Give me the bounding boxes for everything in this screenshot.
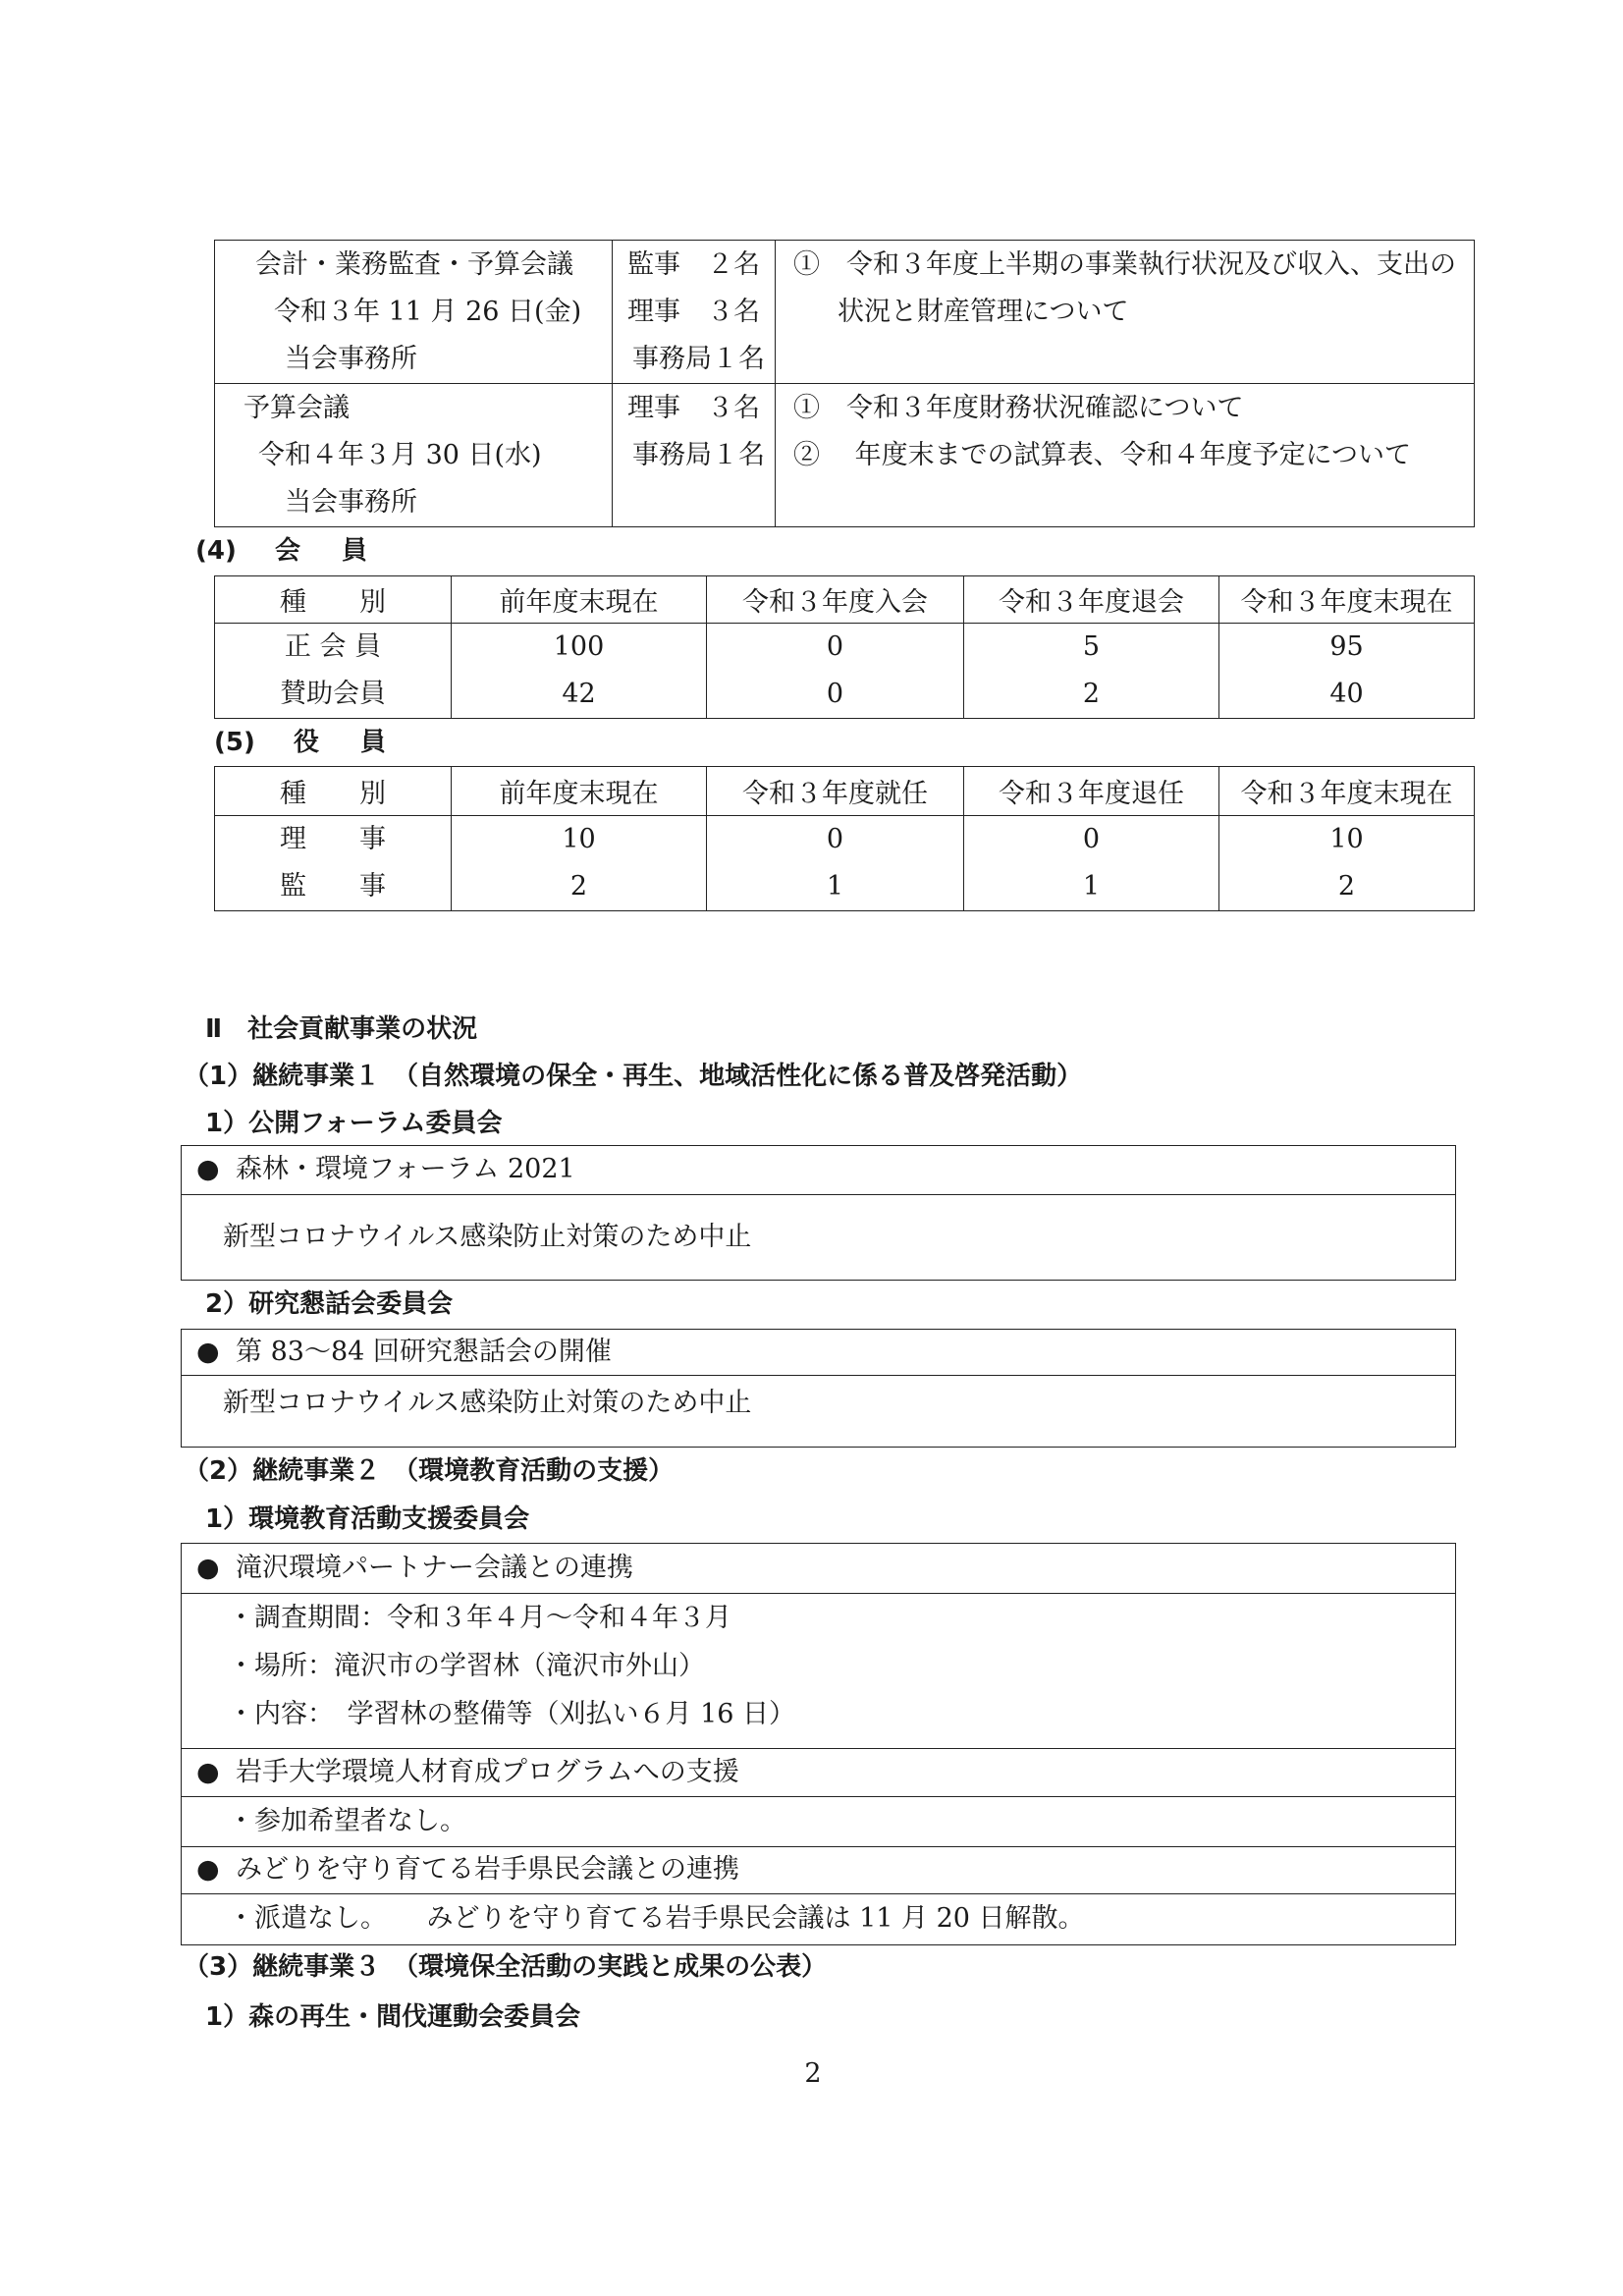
education-box bbox=[181, 1543, 1456, 1945]
officers-table bbox=[214, 766, 1475, 911]
table-cell: 1 bbox=[826, 871, 844, 902]
table-header-row bbox=[215, 576, 1475, 624]
table-cell: 0 bbox=[826, 679, 844, 709]
column-header: 種 別 bbox=[215, 576, 452, 624]
table-header-row bbox=[215, 767, 1475, 816]
officers-heading-title: 役 員 bbox=[294, 728, 395, 757]
meeting-place: 当会事務所 bbox=[285, 487, 417, 518]
joined-cell bbox=[707, 624, 964, 719]
agenda-item: 状況と財産管理について bbox=[838, 297, 1129, 327]
table-row bbox=[215, 624, 1475, 719]
box-item-title: みどりを守り育てる岩手県民会議との連携 bbox=[236, 1854, 739, 1885]
column-header: 令和３年度末現在 bbox=[1219, 576, 1475, 624]
bullet-icon: ● bbox=[196, 1757, 220, 1787]
members-heading-title: 会 員 bbox=[275, 536, 376, 566]
project-heading: （2）継続事業２ （環境教育活動の支援） bbox=[184, 1456, 675, 1486]
box-item-title-row bbox=[182, 1544, 1455, 1593]
table-cell: 42 bbox=[562, 679, 596, 709]
detail-line: ・派遣なし。 みどりを守り育てる岩手県民会議は 11 月 20 日解散。 bbox=[228, 1903, 1085, 1934]
category-cell bbox=[215, 624, 452, 719]
meeting-date: 令和３年 11 月 26 日(金) bbox=[274, 297, 582, 327]
forum-box bbox=[181, 1145, 1456, 1281]
detail-line: ・参加希望者なし。 bbox=[228, 1806, 466, 1836]
table-cell: 賛助会員 bbox=[280, 679, 386, 709]
committee-heading: 1）公開フォーラム委員会 bbox=[205, 1109, 503, 1138]
box-item-title-row bbox=[182, 1330, 1455, 1375]
box-item-body: 新型コロナウイルス感染防止対策のため中止 bbox=[223, 1388, 752, 1418]
table-cell: 0 bbox=[1082, 824, 1101, 854]
attendee: 事務局１名 bbox=[632, 440, 765, 470]
agenda-item: ② 年度末までの試算表、令和４年度予定について bbox=[793, 440, 1412, 470]
committee-heading: 1）森の再生・間伐運動会委員会 bbox=[205, 2002, 581, 2032]
column-header: 前年度末現在 bbox=[452, 767, 707, 816]
section-title: Ⅱ 社会貢献事業の状況 bbox=[205, 1014, 478, 1044]
previous-year-cell bbox=[452, 816, 707, 911]
agenda-item: ① 令和３年度上半期の事業執行状況及び収入、支出の bbox=[793, 249, 1456, 280]
table-cell: 1 bbox=[1082, 871, 1101, 902]
meeting-date: 令和４年３月 30 日(水) bbox=[258, 440, 542, 470]
column-header: 令和３年度入会 bbox=[707, 576, 964, 624]
box-item-title-row bbox=[182, 1748, 1455, 1796]
project-heading: （3）継続事業３ （環境保全活動の実践と成果の公表） bbox=[184, 1952, 828, 1982]
column-header: 令和３年度退任 bbox=[964, 767, 1219, 816]
column-header: 種 別 bbox=[215, 767, 452, 816]
attendee: 理事 ３名 bbox=[627, 393, 760, 423]
table-cell: 2 bbox=[569, 871, 588, 902]
table-cell: 正 会 員 bbox=[284, 631, 382, 662]
box-item-title: 滝沢環境パートナー会議との連携 bbox=[236, 1553, 633, 1583]
meeting-title: 予算会議 bbox=[243, 393, 350, 423]
column-header: 前年度末現在 bbox=[452, 576, 707, 624]
attendees-cell bbox=[613, 384, 776, 527]
detail-line: ・場所：滝沢市の学習林（滝沢市外山） bbox=[228, 1651, 705, 1681]
box-item-title: 第 83～84 回研究懇話会の開催 bbox=[236, 1337, 612, 1367]
attendee: 監事 ２名 bbox=[627, 249, 760, 280]
page-number: 2 bbox=[804, 2058, 822, 2089]
appointed-cell bbox=[707, 816, 964, 911]
table-row bbox=[215, 241, 1475, 384]
year-end-cell bbox=[1219, 624, 1475, 719]
box-item-body: 新型コロナウイルス感染防止対策のため中止 bbox=[223, 1222, 752, 1252]
table-row bbox=[215, 816, 1475, 911]
table-cell: 5 bbox=[1082, 631, 1101, 662]
column-header: 令和３年度退会 bbox=[964, 576, 1219, 624]
box-item-title: 岩手大学環境人材育成プログラムへの支援 bbox=[236, 1757, 739, 1787]
box-item-body-row bbox=[182, 1375, 1455, 1446]
box-item-title-row bbox=[182, 1146, 1455, 1194]
research-box bbox=[181, 1329, 1456, 1448]
table-cell: 2 bbox=[1082, 679, 1101, 709]
table-cell: 0 bbox=[826, 824, 844, 854]
retired-cell bbox=[964, 816, 1219, 911]
table-cell: 理 事 bbox=[280, 824, 386, 854]
meeting-name-cell bbox=[215, 241, 613, 384]
agenda-cell bbox=[776, 241, 1475, 384]
column-header: 令和３年度末現在 bbox=[1219, 767, 1475, 816]
bullet-icon: ● bbox=[196, 1553, 220, 1583]
table-cell: 監 事 bbox=[280, 871, 386, 902]
table-cell: 2 bbox=[1337, 871, 1356, 902]
table-cell: 95 bbox=[1329, 631, 1364, 662]
meeting-title: 会計・業務監査・予算会議 bbox=[255, 249, 573, 280]
year-end-cell bbox=[1219, 816, 1475, 911]
members-heading-number: (4) bbox=[195, 536, 237, 566]
agenda-cell bbox=[776, 384, 1475, 527]
previous-year-cell bbox=[452, 624, 707, 719]
attendee: 理事 ３名 bbox=[627, 297, 760, 327]
category-cell bbox=[215, 816, 452, 911]
officers-heading-number: (5) bbox=[214, 728, 255, 757]
meeting-place: 当会事務所 bbox=[285, 344, 417, 374]
box-item-details-row bbox=[182, 1796, 1455, 1846]
box-item-title-row bbox=[182, 1846, 1455, 1893]
table-cell: 10 bbox=[562, 824, 596, 854]
project-heading: （1）継続事業１ （自然環境の保全・再生、地域活性化に係る普及啓発活動） bbox=[184, 1062, 1083, 1091]
bullet-icon: ● bbox=[196, 1154, 220, 1184]
table-row bbox=[215, 384, 1475, 527]
meeting-name-cell bbox=[215, 384, 613, 527]
committee-heading: 2）研究懇話会委員会 bbox=[205, 1289, 454, 1319]
table-cell: 0 bbox=[826, 631, 844, 662]
table-cell: 40 bbox=[1329, 679, 1364, 709]
detail-line: ・調査期間：令和３年４月～令和４年３月 bbox=[228, 1603, 731, 1633]
box-item-title: 森林・環境フォーラム 2021 bbox=[236, 1154, 575, 1184]
members-table bbox=[214, 575, 1475, 719]
meetings-table bbox=[214, 240, 1475, 527]
box-item-body-row bbox=[182, 1194, 1455, 1279]
box-item-details-row bbox=[182, 1593, 1455, 1748]
bullet-icon: ● bbox=[196, 1854, 220, 1885]
column-header: 令和３年度就任 bbox=[707, 767, 964, 816]
detail-line: ・内容： 学習林の整備等（刈払い６月 16 日） bbox=[228, 1699, 796, 1729]
agenda-item: ① 令和３年度財務状況確認について bbox=[793, 393, 1244, 423]
box-item-details-row bbox=[182, 1893, 1455, 1943]
table-cell: 100 bbox=[553, 631, 605, 662]
bullet-icon: ● bbox=[196, 1337, 220, 1367]
attendees-cell bbox=[613, 241, 776, 384]
withdrawn-cell bbox=[964, 624, 1219, 719]
committee-heading: 1）環境教育活動支援委員会 bbox=[205, 1504, 530, 1534]
attendee: 事務局１名 bbox=[632, 344, 765, 374]
table-cell: 10 bbox=[1329, 824, 1364, 854]
